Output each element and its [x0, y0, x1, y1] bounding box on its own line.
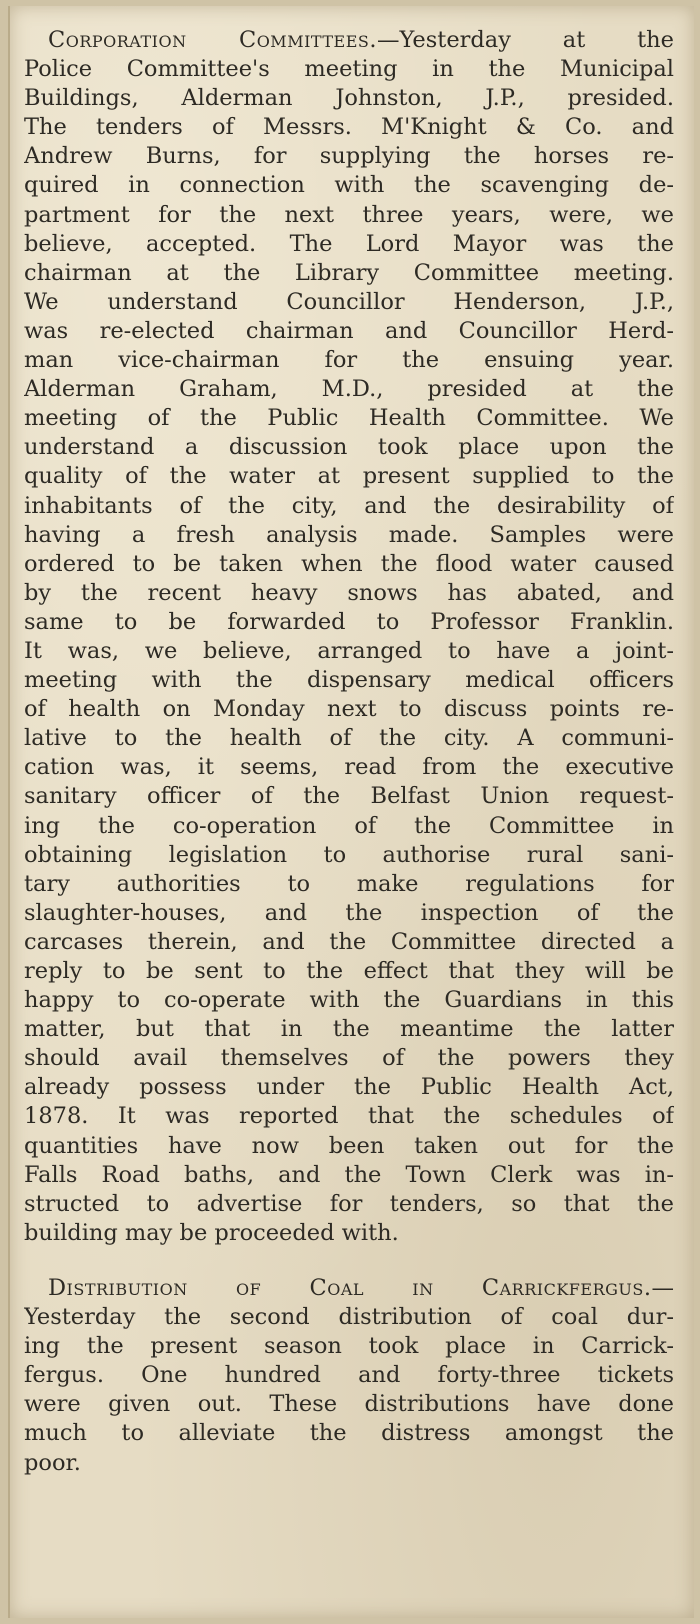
article-line: obtaining legislation to authorise rural sani- — [24, 841, 674, 868]
article-line: The tenders of Messrs. M'Knight & Co. and — [24, 114, 674, 141]
article-line: carcases therein, and the Committee directed a — [24, 928, 674, 955]
article-line — [24, 1274, 674, 1303]
article-line: much to alleviate the distress amongst the — [24, 1420, 674, 1447]
article-line: ing the co-operation of the Committee in — [24, 812, 674, 839]
article-line: Falls Road baths, and the Town Clerk was in- — [24, 1161, 674, 1188]
article-line: cation was, it seems, read from the executive — [24, 754, 674, 781]
article-line: meeting of the Public Health Committee. We — [24, 405, 674, 432]
article-line: meeting with the dispensary medical officers — [24, 667, 674, 694]
article-line: man vice-chairman for the ensuing year. — [24, 347, 674, 374]
article-heading: Corporation Committees. — [48, 27, 378, 53]
article-line-text: — — [651, 1274, 674, 1301]
article-line: poor. — [24, 1449, 81, 1476]
article-line: We understand Councillor Henderson, J.P., — [24, 288, 674, 315]
article-line: were given out. These distributions have done — [24, 1391, 674, 1418]
article-line: partment for the next three years, were, we — [24, 201, 674, 228]
text-column — [24, 26, 674, 1478]
article-line: quired in connection with the scavenging de- — [24, 172, 674, 199]
article-line — [24, 26, 674, 55]
article-line: ordered to be taken when the flood water caused — [24, 550, 674, 577]
article-line: slaughter-houses, and the inspection of the — [24, 899, 674, 926]
article-line-text: —Yesterday at the — [377, 27, 674, 53]
article-line: Police Committee's meeting in the Municipal — [24, 56, 674, 83]
article-separator — [24, 1248, 674, 1274]
article-line: should avail themselves of the powers they — [24, 1045, 674, 1072]
article-line: structed to advertise for tenders, so that the — [24, 1190, 674, 1217]
article-line: by the recent heavy snows has abated, and — [24, 579, 674, 606]
article-coal-distribution — [24, 1274, 674, 1478]
article-line: ing the present season took place in Carrick- — [24, 1333, 674, 1360]
article-line: was re-elected chairman and Councillor Herd- — [24, 317, 674, 344]
article-line: 1878. It was reported that the schedules of — [24, 1103, 674, 1130]
newspaper-clipping — [8, 6, 694, 1618]
article-line: understand a discussion took place upon the — [24, 434, 674, 461]
article-line: same to be forwarded to Professor Franklin. — [24, 608, 674, 635]
article-line: quantities have now been taken out for the — [24, 1132, 674, 1159]
article-line: Alderman Graham, M.D., presided at the — [24, 376, 674, 403]
article-line: lative to the health of the city. A communi- — [24, 725, 674, 752]
article-line: believe, accepted. The Lord Mayor was the — [24, 230, 674, 257]
article-line: already possess under the Public Health Act, — [24, 1074, 674, 1101]
article-line: Buildings, Alderman Johnston, J.P., presided. — [24, 85, 674, 112]
article-corporation-committees — [24, 26, 674, 1248]
article-line: of health on Monday next to discuss points re- — [24, 696, 674, 723]
article-line: It was, we believe, arranged to have a joint- — [24, 637, 674, 664]
article-line: chairman at the Library Committee meeting. — [24, 259, 674, 286]
article-line: building may be proceeded with. — [24, 1219, 399, 1246]
article-line: matter, but that in the meantime the latter — [24, 1016, 674, 1043]
article-line: quality of the water at present supplied to the — [24, 463, 674, 490]
article-line: sanitary officer of the Belfast Union request- — [24, 783, 674, 810]
article-line: Yesterday the second distribution of coal dur- — [24, 1304, 674, 1331]
article-line: having a fresh analysis made. Samples were — [24, 521, 674, 548]
article-line: fergus. One hundred and forty-three tickets — [24, 1362, 674, 1389]
article-heading: Distribution of Coal in Carrickfergus. — [48, 1274, 652, 1301]
article-line: Andrew Burns, for supplying the horses re- — [24, 143, 674, 170]
article-line: reply to be sent to the effect that they will be — [24, 958, 674, 984]
article-line: tary authorities to make regulations for — [24, 870, 674, 897]
article-line: inhabitants of the city, and the desirability of — [24, 492, 674, 519]
article-line: happy to co-operate with the Guardians in this — [24, 987, 674, 1014]
